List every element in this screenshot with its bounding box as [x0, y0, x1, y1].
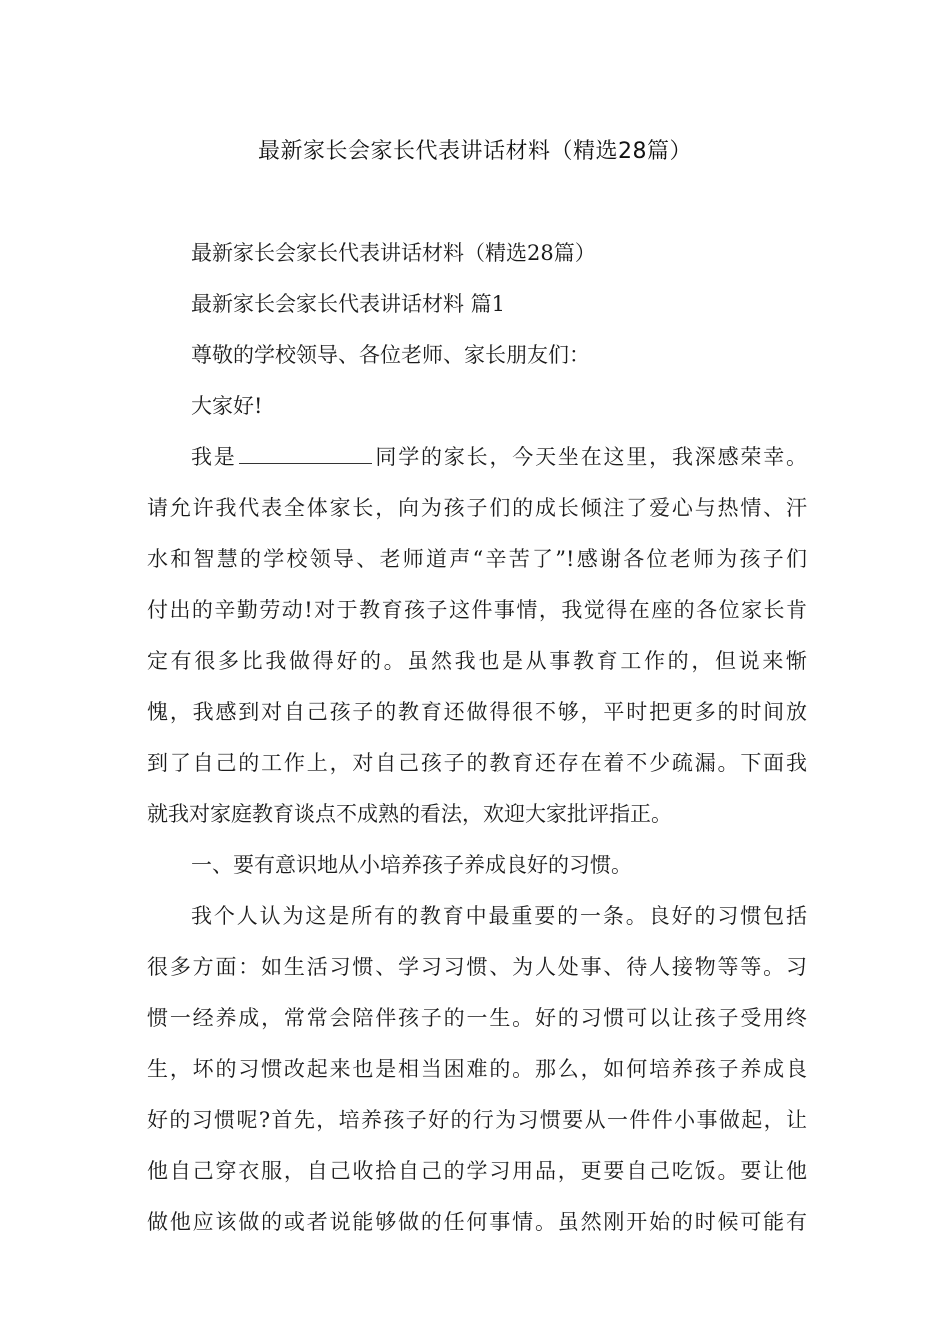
- paragraph-line: 他自己穿衣服，自己收拾自己的学习用品，更要自己吃饭。要让他: [147, 1159, 807, 1183]
- paragraph-line: 水和智慧的学校领导、老师道声“辛苦了”!感谢各位老师为孩子们: [147, 547, 807, 571]
- greeting-line: 大家好!: [191, 394, 263, 418]
- document-body: [147, 228, 807, 1248]
- paragraph-line: 到了自己的工作上，对自己孩子的教育还存在着不少疏漏。下面我: [147, 751, 807, 775]
- paragraph-line: 惯一经养成，常常会陪伴孩子的一生。好的习惯可以让孩子受用终: [147, 1006, 807, 1030]
- subtitle-line: 最新家长会家长代表讲话材料（精选28篇）: [191, 241, 596, 265]
- paragraph-line: 好的习惯呢?首先，培养孩子好的行为习惯要从一件件小事做起，让: [147, 1108, 807, 1132]
- paragraph-line: 定有很多比我做得好的。虽然我也是从事教育工作的，但说来惭: [147, 649, 807, 673]
- section-heading: 最新家长会家长代表讲话材料 篇1: [191, 292, 506, 316]
- document-title: 最新家长会家长代表讲话材料（精选28篇）: [258, 139, 692, 164]
- paragraph-line: 愧，我感到对自己孩子的教育还做得很不够，平时把更多的时间放: [147, 700, 807, 724]
- paragraph-line: [147, 432, 807, 483]
- paragraph-text: 我是: [191, 445, 237, 469]
- fill-in-blank: [239, 435, 372, 464]
- paragraph-text: 同学的家长，今天坐在这里，我深感荣幸。: [373, 445, 807, 469]
- paragraph-line: 就我对家庭教育谈点不成熟的看法，欢迎大家批评指正。: [147, 802, 672, 826]
- paragraph-line: 请允许我代表全体家长，向为孩子们的成长倾注了爱心与热情、汗: [147, 496, 807, 520]
- salutation-line: 尊敬的学校领导、各位老师、家长朋友们：: [191, 343, 590, 367]
- paragraph-line: 做他应该做的或者说能够做的任何事情。虽然刚开始的时候可能有: [147, 1210, 807, 1234]
- paragraph-line: 我个人认为这是所有的教育中最重要的一条。良好的习惯包括: [191, 904, 807, 928]
- paragraph-line: 很多方面：如生活习惯、学习习惯、为人处事、待人接物等等。习: [147, 955, 807, 979]
- point-heading: 一、要有意识地从小培养孩子养成良好的习惯。: [191, 853, 632, 877]
- paragraph-line: 生，坏的习惯改起来也是相当困难的。那么，如何培养孩子养成良: [147, 1057, 807, 1081]
- paragraph-line: 付出的辛勤劳动!对于教育孩子这件事情，我觉得在座的各位家长肯: [147, 598, 807, 622]
